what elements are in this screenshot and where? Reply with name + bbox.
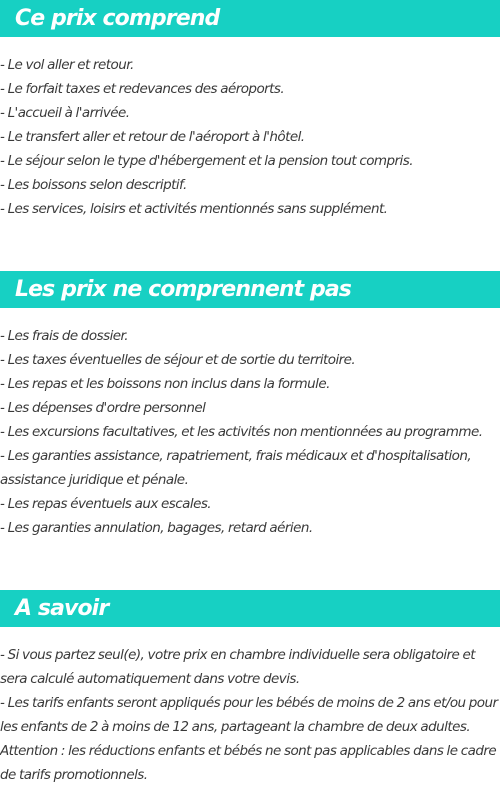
list-item: - Le forfait taxes et redevances des aéroports. [0,81,285,97]
section-header-good-to-know [0,590,500,627]
good-to-know-list [0,643,500,787]
list-item: - Les frais de dossier. [0,328,129,344]
list-item: - Les tarifs enfants seront appliqués pour les bébés de moins de 2 ans et/ou pour les enfants de 2 à moins de 12 ans, partageant la chambre de deux adultes. [0,695,498,735]
list-item: - Les dépenses d'ordre personnel [0,400,206,416]
list-item: - Les boissons selon descriptif. [0,177,187,193]
includes-list [0,53,500,221]
excludes-list [0,324,500,540]
list-item: - Les garanties assistance, rapatriement, frais médicaux et d'hospitalisation, assistance juridique et pénale. [0,448,472,488]
list-item: - Les garanties annulation, bagages, retard aérien. [0,520,313,536]
list-item: - Les taxes éventuelles de séjour et de sortie du territoire. [0,352,356,368]
list-item: - Les excursions facultatives, et les activités non mentionnées au programme. [0,424,483,440]
list-item: - Si vous partez seul(e), votre prix en chambre individuelle sera obligatoire et sera calculé automatiquement dans votre devis. [0,647,476,687]
list-item: - Les services, loisirs et activités mentionnés sans supplément. [0,201,388,217]
section-title-includes: Ce prix comprend [15,6,220,31]
section-header-includes [0,0,500,37]
list-item: - Les repas et les boissons non inclus dans la formule. [0,376,330,392]
section-header-excludes [0,271,500,308]
list-item: - L'accueil à l'arrivée. [0,105,130,121]
list-item: - Le transfert aller et retour de l'aéroport à l'hôtel. [0,129,305,145]
section-title-good-to-know: A savoir [15,596,109,621]
list-item: Attention : les réductions enfants et bébés ne sont pas applicables dans le cadre de tarifs promotionnels. [0,743,497,783]
section-title-excludes: Les prix ne comprennent pas [15,277,351,302]
list-item: - Le vol aller et retour. [0,57,134,73]
list-item: - Le séjour selon le type d'hébergement et la pension tout compris. [0,153,413,169]
list-item: - Les repas éventuels aux escales. [0,496,212,512]
